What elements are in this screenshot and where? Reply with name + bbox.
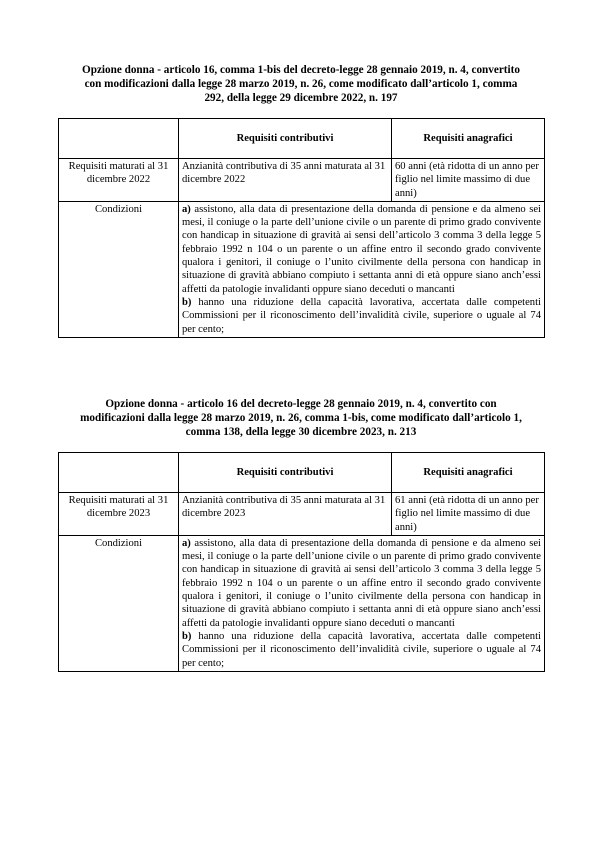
section-2-title — [58, 397, 544, 439]
section-2-title-line-1: Opzione donna - articolo 16 del decreto-legge 28 gennaio 2019, n. 4, convertito con — [105, 398, 497, 410]
section-1-title-line-3: 292, della legge 29 dicembre 2022, n. 197 — [204, 92, 398, 104]
condition-a — [182, 203, 541, 296]
cell-contributivi: Anzianità contributiva di 35 anni maturata al 31 dicembre 2022 — [179, 159, 392, 202]
condition-a-text: assistono, alla data di presentazione della domanda di pensione e da almeno sei mesi, il coniuge o la parte dell’unione civile o un parente di primo grado convivente con handicap in situazione di gravità ai sensi dell’articolo 3 comma 3 della legge 5 febbraio 1992 n 104 o un parente o un affine entro il secondo grado convivente qualora i genitori, il coniuge o l’unito civilmente della persona con handicap in situazione di gravità abbiano compiuto i settanta anni di età oppure siano anch’essi affetti da patologie invalidanti oppure siano deceduti o mancanti — [182, 537, 541, 629]
table-row — [59, 201, 545, 337]
header-requisiti-anagrafici: Requisiti anagrafici — [392, 119, 545, 159]
cell-condizioni — [179, 535, 545, 671]
table-header-row — [59, 119, 545, 159]
cell-anagrafici: 60 anni (età ridotta di un anno per figlio nel limite massimo di due anni) — [392, 159, 545, 202]
section-2-requirements-table — [58, 452, 545, 672]
condition-b-text: hanno una riduzione della capacità lavorativa, accertata dalle competenti Commissioni per il riconoscimento dell’invalidità civile, superiore o uguale al 74 per cento; — [182, 296, 541, 335]
cell-contributivi: Anzianità contributiva di 35 anni maturata al 31 dicembre 2023 — [179, 493, 392, 536]
condition-a-marker: a) — [182, 537, 191, 549]
section-1-title — [58, 63, 544, 105]
condition-b — [182, 630, 541, 670]
condition-a-text: assistono, alla data di presentazione della domanda di pensione e da almeno sei mesi, il coniuge o la parte dell’unione civile o un parente di primo grado convivente con handicap in situazione di gravità ai sensi dell’articolo 3 comma 3 della legge 5 febbraio 1992 n 104 o un parente o un affine entro il secondo grado convivente qualora i genitori, il coniuge o l’unito civilmente della persona con handicap in situazione di gravità abbiano compiuto i settanta anni di età oppure siano anch’essi affetti da patologie invalidanti oppure siano deceduti o mancanti — [182, 203, 541, 295]
condition-b-text: hanno una riduzione della capacità lavorativa, accertata dalle competenti Commissioni per il riconoscimento dell’invalidità civile, superiore o uguale al 74 per cento; — [182, 630, 541, 669]
row-label-condizioni: Condizioni — [59, 535, 179, 671]
condition-b-marker: b) — [182, 630, 192, 642]
section-1-requirements-table — [58, 118, 545, 338]
row-label-condizioni: Condizioni — [59, 201, 179, 337]
header-requisiti-anagrafici: Requisiti anagrafici — [392, 453, 545, 493]
condition-a — [182, 537, 541, 630]
section-1-title-line-2: con modificazioni dalla legge 28 marzo 2019, n. 26, come modificato dall’articolo 1, comma — [84, 78, 518, 90]
table-row — [59, 493, 545, 536]
header-requisiti-contributivi: Requisiti contributivi — [179, 119, 392, 159]
table-header-row — [59, 453, 545, 493]
condition-b-marker: b) — [182, 296, 192, 308]
row-label-requisiti-maturati: Requisiti maturati al 31 dicembre 2022 — [59, 159, 179, 202]
header-empty-cell — [59, 453, 179, 493]
section-1-title-line-1: Opzione donna - articolo 16, comma 1-bis del decreto-legge 28 gennaio 2019, n. 4, convertito — [82, 64, 520, 76]
section-2-title-line-3: comma 138, della legge 30 dicembre 2023, n. 213 — [185, 426, 417, 438]
table-row — [59, 159, 545, 202]
row-label-requisiti-maturati: Requisiti maturati al 31 dicembre 2023 — [59, 493, 179, 536]
condition-b — [182, 296, 541, 336]
header-requisiti-contributivi: Requisiti contributivi — [179, 453, 392, 493]
table-row — [59, 535, 545, 671]
condition-a-marker: a) — [182, 203, 191, 215]
section-2-title-line-2: modificazioni dalla legge 28 marzo 2019, n. 26, comma 1-bis, come modificato dall’articolo 1, — [80, 412, 522, 424]
header-empty-cell — [59, 119, 179, 159]
cell-anagrafici: 61 anni (età ridotta di un anno per figlio nel limite massimo di due anni) — [392, 493, 545, 536]
cell-condizioni — [179, 201, 545, 337]
